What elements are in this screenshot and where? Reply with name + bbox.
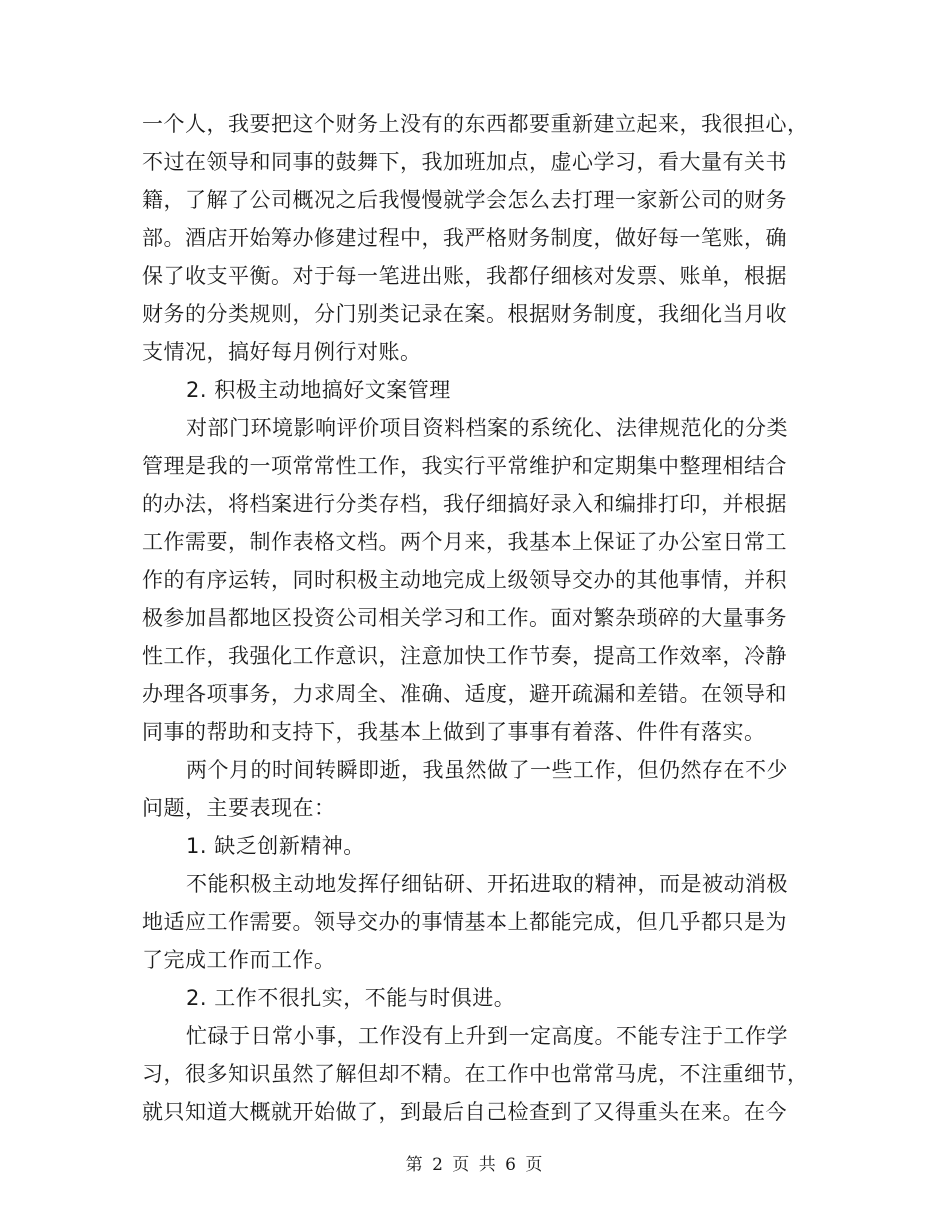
text-line: 同事的帮助和支持下，我基本上做到了事事有着落、件件有落实。 — [142, 720, 766, 744]
text-line: 财务的分类规则，分门别类记录在案。根据财务制度，我细化当月收 — [142, 302, 787, 326]
text-line: 作的有序运转，同时积极主动地完成上级领导交办的其他事情，并积 — [142, 568, 787, 592]
text-line: 习，很多知识虽然了解但却不精。在工作中也常常马虎，不注重细节， — [142, 1062, 809, 1086]
text-line: 工作需要，制作表格文档。两个月来，我基本上保证了办公室日常工 — [142, 530, 787, 554]
text-line: 支情况，搞好每月例行对账。 — [142, 340, 422, 364]
text-line: 籍，了解了公司概况之后我慢慢就学会怎么去打理一家新公司的财务 — [142, 188, 787, 212]
text-line: 保了收支平衡。对于每一笔进出账，我都仔细核对发票、账单，根据 — [142, 264, 787, 288]
text-line: 部。酒店开始筹办修建过程中，我严格财务制度，做好每一笔账，确 — [142, 226, 787, 250]
text-line: 的办法，将档案进行分类存档，我仔细搞好录入和编排打印，并根据 — [142, 492, 787, 516]
text-line: 了完成工作而工作。 — [142, 948, 336, 972]
text-line: 对部门环境影响评价项目资料档案的系统化、法律规范化的分类 — [186, 416, 788, 440]
text-line: 极参加昌都地区投资公司相关学习和工作。面对繁杂琐碎的大量事务 — [142, 606, 787, 630]
page-footer: 第 2 页 共 6 页 — [405, 1155, 545, 1175]
text-line: 就只知道大概就开始做了，到最后自己检查到了又得重头在来。在今 — [142, 1100, 787, 1124]
text-line: 不能积极主动地发挥仔细钻研、开拓进取的精神，而是被动消极 — [186, 872, 788, 896]
text-line: 两个月的时间转瞬即逝，我虽然做了一些工作，但仍然存在不少 — [186, 758, 788, 782]
document-body — [142, 108, 808, 1134]
text-line: 办理各项事务，力求周全、准确、适度，避开疏漏和差错。在领导和 — [142, 682, 787, 706]
text-line: 忙碌于日常小事，工作没有上升到一定高度。不能专注于工作学 — [186, 1024, 788, 1048]
text-line: 2. 积极主动地搞好文案管理 — [186, 378, 451, 402]
text-line: 不过在领导和同事的鼓舞下，我加班加点，虚心学习，看大量有关书 — [142, 150, 787, 174]
text-line: 管理是我的一项常常性工作，我实行平常维护和定期集中整理相结合 — [142, 454, 787, 478]
text-line: 地适应工作需要。领导交办的事情基本上都能完成，但几乎都只是为 — [142, 910, 787, 934]
text-line: 问题，主要表现在： — [142, 796, 336, 820]
text-line: 性工作，我强化工作意识，注意加快工作节奏，提高工作效率，冷静 — [142, 644, 787, 668]
text-line: 1. 缺乏创新精神。 — [186, 834, 365, 858]
text-line: 一个人，我要把这个财务上没有的东西都要重新建立起来，我很担心， — [142, 112, 809, 136]
text-line: 2. 工作不很扎实，不能与时俱进。 — [186, 986, 516, 1010]
